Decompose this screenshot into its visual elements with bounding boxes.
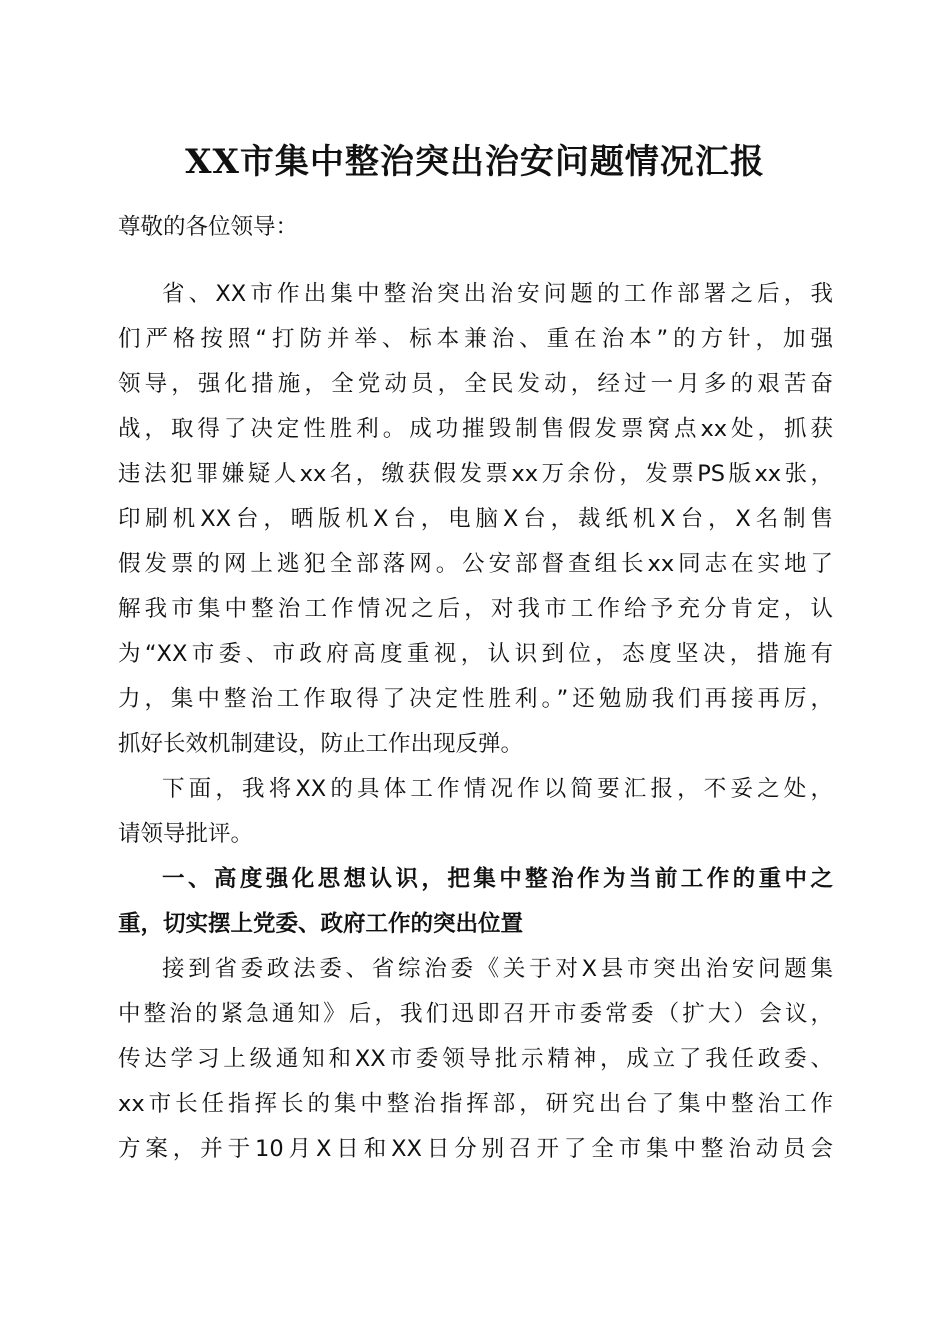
paragraph-line: 印刷机XX台，晒版机X台，电脑X台，裁纸机X台，X名制售	[118, 506, 833, 532]
paragraph-line: 战，取得了决定性胜利。成功摧毁制售假发票窝点xx处，抓获	[118, 416, 833, 442]
paragraph-line: 为“XX市委、市政府高度重视，认识到位，态度坚决，措施有	[118, 641, 833, 667]
greeting: 尊敬的各位领导：	[118, 214, 299, 240]
paragraph-1	[118, 272, 833, 767]
paragraph-line: 传达学习上级通知和XX市委领导批示精神，成立了我任政委、	[118, 1046, 833, 1072]
paragraph-line: 抓好长效机制建设，防止工作出现反弹。	[118, 731, 524, 757]
heading-line: 重，切实摆上党委、政府工作的突出位置	[118, 911, 524, 937]
section-heading-1	[118, 857, 833, 947]
paragraph-3	[118, 947, 833, 1172]
paragraph-line: 解我市集中整治工作情况之后，对我市工作给予充分肯定，认	[118, 596, 833, 622]
heading-line: 一、高度强化思想认识，把集中整治作为当前工作的重中之	[162, 866, 833, 892]
paragraph-line: 请领导批评。	[118, 821, 254, 847]
paragraph-2	[118, 767, 833, 857]
paragraph-line: xx市长任指挥长的集中整治指挥部，研究出台了集中整治工作	[118, 1091, 833, 1117]
paragraph-line: 接到省委政法委、省综治委《关于对X县市突出治安问题集	[162, 956, 833, 982]
paragraph-line: 中整治的紧急通知》后，我们迅即召开市委常委（扩大）会议，	[118, 1001, 833, 1027]
paragraph-line: 们严格按照“打防并举、标本兼治、重在治本”的方针，加强	[118, 326, 833, 352]
paragraph-line: 省、XX市作出集中整治突出治安问题的工作部署之后，我	[162, 281, 833, 307]
paragraph-line: 方案，并于10月X日和XX日分别召开了全市集中整治动员会	[118, 1136, 833, 1162]
paragraph-line: 下面，我将XX的具体工作情况作以简要汇报，不妥之处，	[162, 776, 833, 802]
paragraph-line: 假发票的网上逃犯全部落网。公安部督查组长xx同志在实地了	[118, 551, 833, 577]
paragraph-line: 力，集中整治工作取得了决定性胜利。”还勉励我们再接再厉，	[118, 686, 833, 712]
paragraph-line: 违法犯罪嫌疑人xx名，缴获假发票xx万余份，发票PS版xx张，	[118, 461, 833, 487]
paragraph-line: 领导，强化措施，全党动员，全民发动，经过一月多的艰苦奋	[118, 371, 833, 397]
document-title: XX市集中整治突出治安问题情况汇报	[185, 142, 765, 182]
